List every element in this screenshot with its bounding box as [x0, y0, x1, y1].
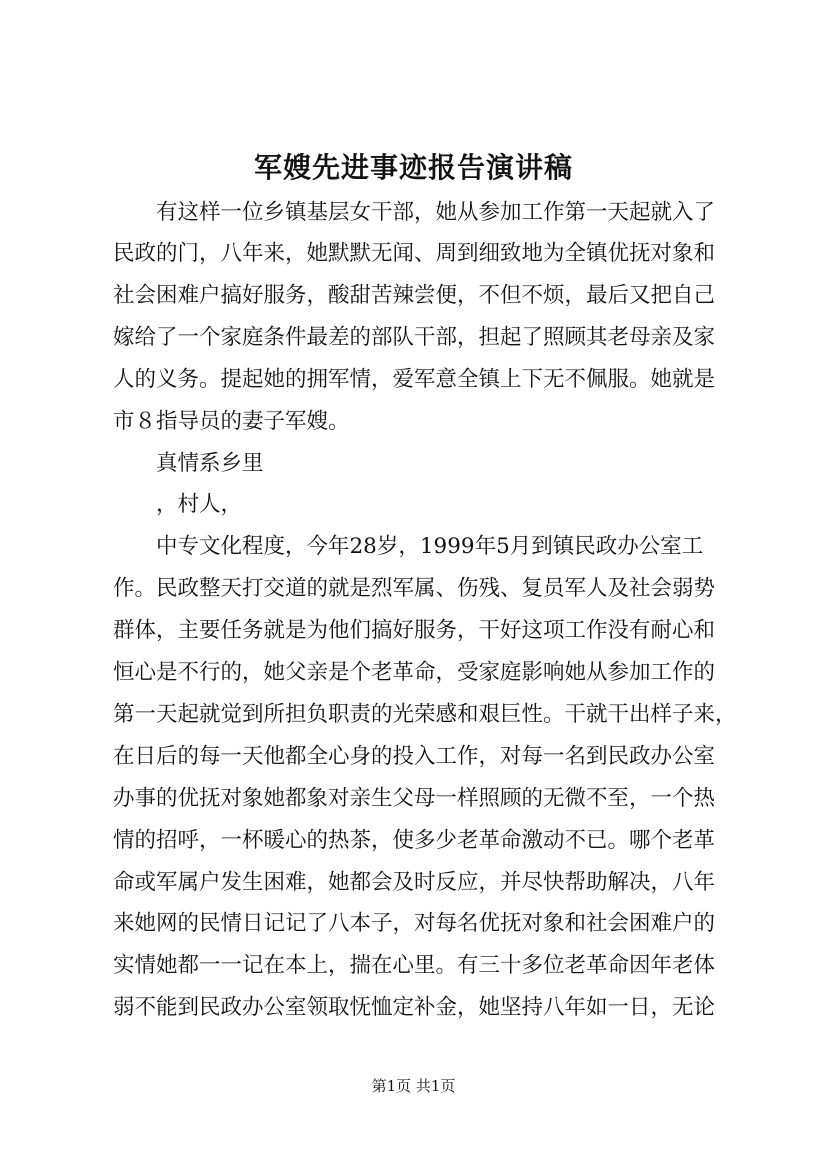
- paragraph-line: 恒心是不行的，她父亲是个老革命，受家庭影响她从参加工作的: [113, 660, 716, 685]
- paragraph-line: 命或军属户发生困难，她都会及时反应，并尽快帮助解决，八年: [113, 870, 716, 895]
- paragraph-line: 作。民政整天打交道的就是烈军属、伤残、复员军人及社会弱势: [113, 576, 716, 601]
- paragraph-line: 情的招呼，一杯暖心的热茶，使多少老革命激动不已。哪个老革: [113, 828, 716, 853]
- paragraph-line: 社会困难户搞好服务，酸甜苦辣尝便，不但不烦，最后又把自己: [113, 283, 716, 308]
- paragraph-line: 在日后的每一天他都全心身的投入工作，对每一名到民政办公室: [113, 744, 716, 769]
- document-title: 军嫂先进事迹报告演讲稿: [253, 151, 573, 184]
- paragraph-line: 民政的门，八年来，她默默无闻、周到细致地为全镇优抚对象和: [113, 241, 716, 266]
- paragraph-line: 真情系乡里: [113, 451, 264, 476]
- paragraph-line: 弱不能到民政办公室领取怃恤定补金，她坚持八年如一日，无论: [113, 995, 716, 1020]
- paragraph-line: ，村人，: [113, 492, 243, 517]
- paragraph-line: 人的义务。提起她的拥军情，爱军意全镇上下无不佩服。她就是: [113, 367, 716, 392]
- paragraph-line: 第一天起就觉到所担负职责的光荣感和艰巨性。干就干出样子来，: [113, 702, 737, 727]
- paragraph-line: 市８指导员的妻子军嫂。: [113, 409, 350, 434]
- paragraph-line: 办事的优抚对象她都象对亲生父母一样照顾的无微不至，一个热: [113, 786, 716, 811]
- paragraph-line: 来她网的民情日记记了八本子，对每名优抚对象和社会困难户的: [113, 911, 716, 936]
- paragraph-line: 实情她都一一记在本上，揣在心里。有三十多位老革命因年老体: [113, 953, 716, 978]
- paragraph-line: 嫁给了一个家庭条件最差的部队干部，担起了照顾其老母亲及家: [113, 325, 716, 350]
- page-footer: 第1页 共1页: [371, 1077, 456, 1095]
- paragraph-line: 有这样一位乡镇基层女干部，她从参加工作第一天起就入了: [113, 200, 716, 225]
- paragraph-line: 中专文化程度，今年28岁，1999年5月到镇民政办公室工: [113, 534, 704, 559]
- paragraph-line: 群体，主要任务就是为他们搞好服务，干好这项工作没有耐心和: [113, 618, 716, 643]
